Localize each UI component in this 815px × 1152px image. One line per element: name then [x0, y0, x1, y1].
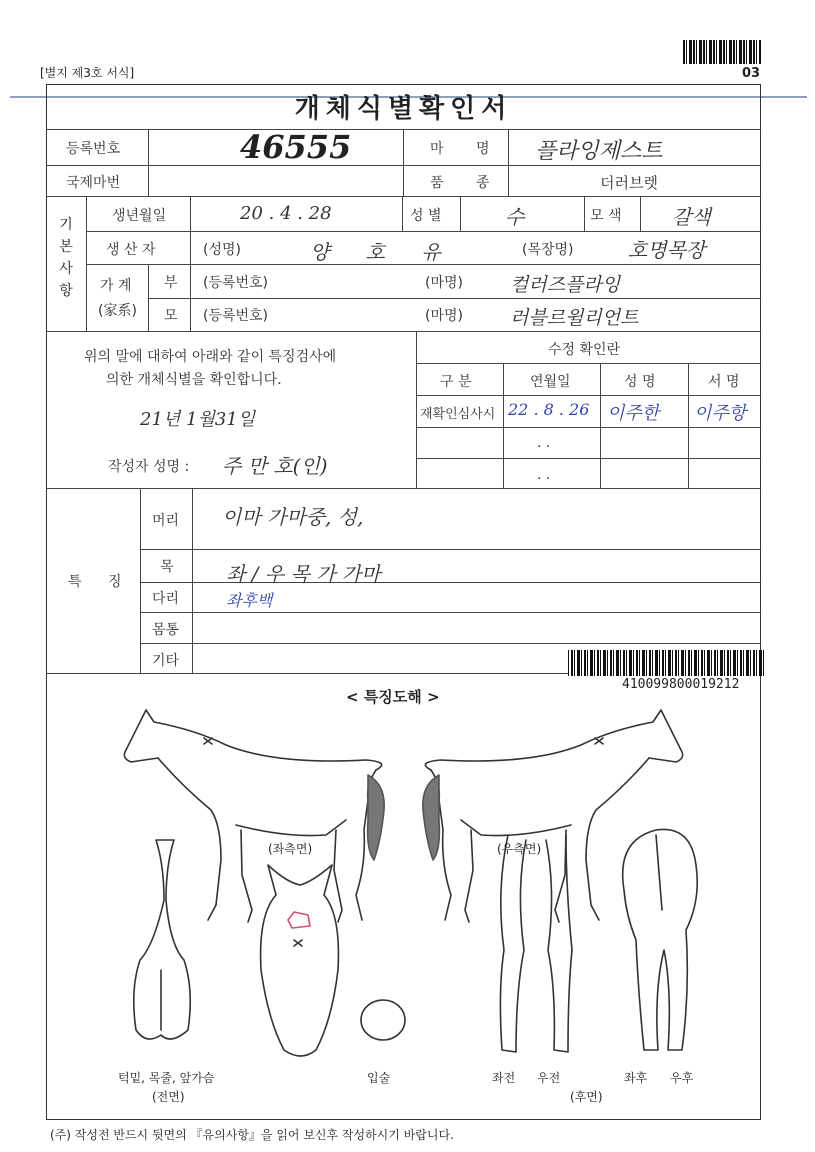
dam-label: 모 [164, 308, 178, 324]
rule [402, 196, 403, 231]
writer-signature: 주 만 호(인) [222, 454, 328, 478]
sire-reg-label: (등록번호) [203, 275, 269, 291]
rule [46, 196, 761, 197]
rule [140, 612, 761, 613]
head-label: 머리 [152, 513, 180, 529]
rule [86, 231, 761, 232]
reg-no-value: 46555 [240, 128, 352, 166]
color-label: 모 색 [590, 208, 622, 224]
left-side-caption: (좌측면) [268, 842, 313, 856]
rule [416, 395, 761, 396]
rule [148, 264, 149, 331]
hind-left-caption: 좌후 [624, 1071, 648, 1085]
footer-note: (주) 작성전 반드시 뒷면의 『유의사항』을 읽어 보신후 작성하시기 바랍니다. [50, 1128, 454, 1142]
form-reference: [별지 제3호 서식] [40, 66, 135, 80]
color-value: 갈색 [672, 205, 711, 229]
revision-row1-type: 재확인심사시 [420, 407, 496, 422]
revision-header-name: 성 명 [624, 374, 656, 390]
horse-name-value: 플라잉제스트 [535, 139, 663, 164]
right-side-horse-drawing [423, 710, 683, 922]
rule [46, 331, 761, 332]
front-view-caption: (전면) [152, 1090, 185, 1104]
lips-drawing [361, 1000, 405, 1040]
revision-row1-name: 이주한 [607, 403, 660, 424]
lips-caption: 입술 [367, 1071, 391, 1085]
rule [190, 196, 191, 264]
top-barcode [683, 40, 761, 64]
rule [508, 129, 509, 196]
rule [403, 129, 404, 196]
sire-label: 부 [164, 275, 178, 291]
front-right-caption: 우전 [537, 1071, 561, 1085]
breeder-name-value: 양 호 유 [310, 240, 441, 264]
revision-row1-date: 22 . 8 . 26 [508, 400, 590, 419]
neck-label: 목 [160, 559, 174, 575]
rule [192, 488, 193, 673]
writer-label: 작성자 성명 : [108, 459, 190, 475]
other-label: 기타 [152, 653, 180, 669]
features-section-label: 특 징 [68, 574, 122, 590]
dam-reg-label: (등록번호) [203, 308, 269, 324]
rule [460, 196, 461, 231]
sex-value: 수 [505, 205, 525, 229]
neck-value: 좌 / 우 목 가 가마 [226, 562, 381, 586]
rule [416, 331, 417, 488]
basic-section-label: 기본사항 [59, 217, 73, 299]
rule [416, 363, 761, 364]
issue-date: 21년 1월31일 [140, 409, 256, 430]
rule [148, 129, 149, 196]
page-number: 03 [742, 66, 761, 81]
revision-title: 수정 확인란 [548, 342, 621, 358]
revision-row2-date: . . [537, 435, 551, 451]
front-caption: 턱밑, 목줄, 앞가슴 [118, 1071, 215, 1085]
revision-row3-date: . . [537, 467, 551, 483]
leg-value: 좌후백 [226, 591, 273, 610]
lineage-label: 가 계 [100, 278, 132, 294]
rule [148, 298, 761, 299]
rule [140, 488, 141, 673]
right-side-caption: (우측면) [497, 842, 542, 856]
rule [46, 488, 761, 489]
sex-label: 성 별 [410, 208, 442, 224]
rule [416, 458, 761, 459]
reg-no-label: 등록번호 [66, 141, 121, 157]
leg-label: 다리 [152, 591, 180, 607]
breeder-name-label: (성명) [203, 242, 241, 258]
horse-diagram [46, 690, 761, 1105]
revision-header-sign: 서 명 [708, 374, 740, 390]
rule [503, 363, 504, 488]
dam-name-label: (마명) [425, 308, 463, 324]
head-front-drawing [261, 865, 339, 1056]
birth-label: 생년월일 [112, 208, 167, 224]
lineage-hanja: (家系) [98, 303, 137, 319]
hind-right-caption: 우후 [670, 1071, 694, 1085]
rule [688, 363, 689, 488]
body-label: 몸통 [152, 622, 180, 638]
statement-line1: 위의 말에 대하여 아래와 같이 특징검사에 [84, 349, 337, 365]
sire-name-value: 컬러즈플라잉 [510, 274, 621, 296]
breed-label: 품 종 [430, 175, 490, 191]
birth-value: 20 . 4 . 28 [240, 203, 332, 224]
breed-value: 더러브렛 [600, 174, 658, 192]
rear-view-caption: (후면) [570, 1090, 603, 1104]
revision-header-date: 연월일 [530, 374, 571, 390]
revision-header-type: 구 분 [440, 374, 472, 390]
rule [584, 196, 585, 231]
rule [140, 643, 761, 644]
rule [600, 363, 601, 488]
diagram-title: < 특징도해 > [346, 688, 440, 706]
breeder-label: 생 산 자 [106, 242, 156, 258]
statement-line2: 의한 개체식별을 확인합니다. [106, 372, 282, 388]
sire-name-label: (마명) [425, 275, 463, 291]
page-title: 개체식별확인서 [294, 94, 513, 124]
ranch-label: (목장명) [522, 242, 574, 258]
horse-name-label: 마 명 [430, 141, 490, 157]
features-barcode [568, 650, 766, 676]
dam-name-value: 러블르윌리언트 [510, 307, 639, 329]
revision-row1-sign: 이주항 [694, 403, 747, 424]
rule [190, 264, 191, 331]
head-value: 이마 가마중, 성, [222, 505, 364, 529]
hind-view-drawing [623, 829, 698, 1050]
rule [416, 427, 761, 428]
barcode-number: 410099800019212 [622, 677, 740, 692]
intl-no-label: 국제마번 [66, 175, 121, 191]
front-legs-drawing [500, 835, 572, 1052]
front-left-caption: 좌전 [492, 1071, 516, 1085]
rule [640, 196, 641, 231]
ranch-value: 호명목장 [628, 238, 706, 262]
chest-front-drawing [134, 840, 191, 1039]
rule [140, 549, 761, 550]
